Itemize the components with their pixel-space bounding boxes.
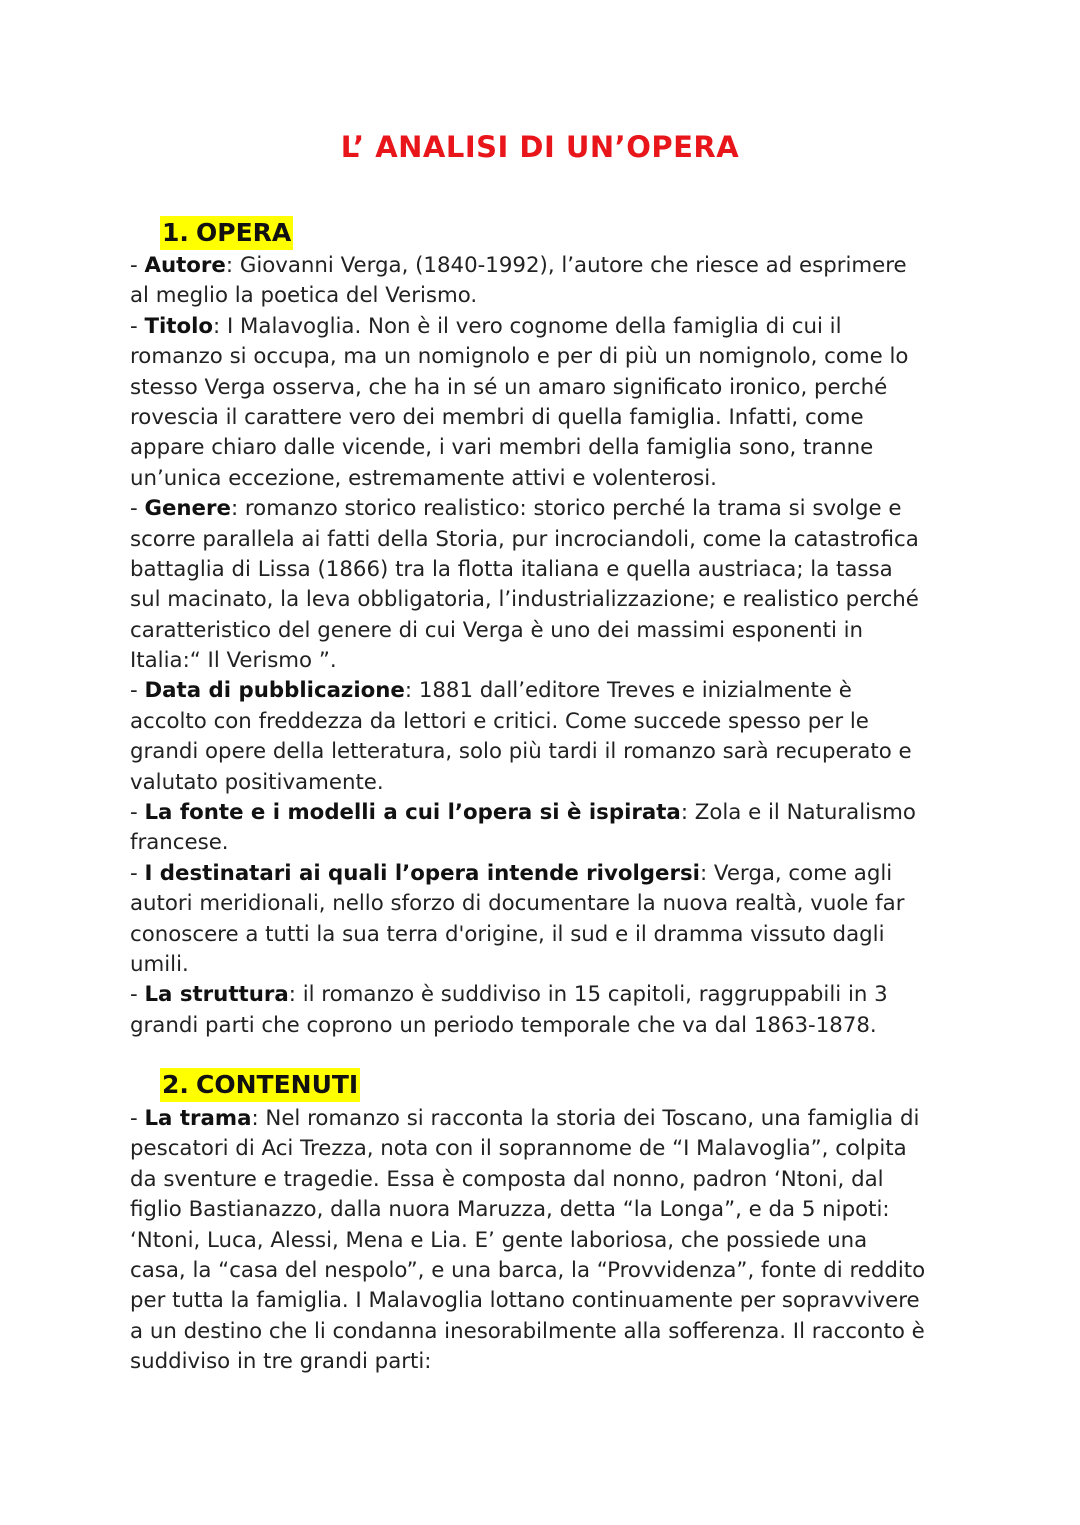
text-run: grandi parti che coprono un periodo temporale che va dal 1863-1878. (130, 1012, 877, 1038)
text-line (130, 433, 960, 463)
text-run: stesso Verga osserva, che ha in sé un amaro significato ironico, perché (130, 374, 888, 400)
text-line (130, 464, 960, 494)
bold-term: Data di pubblicazione (144, 678, 405, 704)
section-heading-label: OPERA (196, 218, 292, 247)
text-line (130, 525, 960, 555)
text-line (130, 1226, 960, 1256)
text-run: Italia:“ Il Verismo ”. (130, 648, 337, 674)
text-run: : il romanzo è suddiviso in 15 capitoli, raggruppabili in 3 (288, 982, 888, 1008)
text-run: : Nel romanzo si racconta la storia dei Toscano, una famiglia di (251, 1106, 920, 1131)
text-run: : Giovanni Verga, (1840-1992), l’autore che riesce ad esprimere (225, 253, 907, 278)
text-line (130, 980, 960, 1010)
bold-term: La struttura (144, 982, 289, 1008)
text-run: - (130, 982, 145, 1008)
section-body-contenuti (130, 1104, 960, 1378)
section-heading-label: CONTENUTI (196, 1070, 359, 1099)
text-line (130, 494, 960, 524)
text-line (130, 859, 960, 889)
text-run: : Verga, come agli (699, 860, 893, 886)
text-line (130, 403, 960, 433)
text-line (130, 950, 960, 980)
text-run: casa, la “casa del nespolo”, e una barca, la “Provvidenza”, fonte di reddito (130, 1257, 926, 1283)
text-line (130, 1347, 960, 1377)
text-run: ‘Ntoni, Luca, Alessi, Mena e Lia. E’ gente laboriosa, che possiede una (130, 1227, 868, 1253)
text-run: umili. (130, 951, 189, 977)
bold-term: Genere (144, 496, 231, 522)
text-line (130, 281, 960, 311)
text-run: : romanzo storico realistico: storico perché la trama si svolge e (230, 496, 902, 522)
text-run: da sventure e tragedie. Essa è composta dal nonno, padron ‘Ntoni, dal (130, 1166, 884, 1192)
section-number: 1. (162, 218, 189, 247)
section-number: 2. (162, 1070, 189, 1099)
text-run: suddiviso in tre grandi parti: (130, 1349, 432, 1375)
text-line (130, 798, 960, 828)
bold-term: I destinatari ai quali l’opera intende rivolgersi (144, 860, 700, 886)
text-run: - (130, 1106, 145, 1131)
text-run: conoscere a tutti la sua terra d'origine, il sud e il dramma vissuto dagli (130, 921, 885, 947)
text-line (130, 889, 960, 919)
text-line (130, 828, 960, 858)
text-run: valutato positivamente. (130, 769, 384, 795)
section-heading-contenuti (160, 1068, 360, 1102)
text-run: - (130, 496, 145, 522)
text-line (130, 1195, 960, 1225)
text-line (130, 707, 960, 737)
text-run: - (130, 678, 145, 704)
text-run: appare chiaro dalle vicende, i vari membri della famiglia sono, tranne (130, 435, 874, 461)
bold-term: La fonte e i modelli a cui l’opera si è ispirata (144, 800, 681, 826)
text-run: - (130, 253, 145, 278)
text-run: per tutta la famiglia. I Malavoglia lottano continuamente per sopravvivere (130, 1288, 920, 1314)
text-run: : Zola e il Naturalismo (680, 800, 916, 826)
text-line (130, 1165, 960, 1195)
text-line (130, 342, 960, 372)
text-line (130, 1317, 960, 1347)
text-line (130, 616, 960, 646)
text-run: rovescia il carattere vero dei membri di quella famiglia. Infatti, come (130, 404, 864, 430)
text-run: - (130, 860, 145, 886)
text-line (130, 768, 960, 798)
text-line (130, 646, 960, 676)
text-run: - (130, 800, 145, 826)
text-run: scorre parallela ai fatti della Storia, pur incrociandoli, come la catastrofica (130, 526, 919, 552)
text-line (130, 1134, 960, 1164)
text-line (130, 555, 960, 585)
text-line (130, 737, 960, 767)
text-line (130, 676, 960, 706)
text-run: a un destino che li condanna inesorabilmente alla sofferenza. Il racconto è (130, 1318, 925, 1344)
text-run: - (130, 313, 145, 339)
text-run: figlio Bastianazzo, dalla nuora Maruzza, detta “la Longa”, e da 5 nipoti: (130, 1197, 890, 1223)
text-run: sul macinato, la leva obbligatoria, l’industrializzazione; e realistico perché (130, 587, 919, 613)
bold-term: La trama (144, 1106, 252, 1131)
text-line (130, 920, 960, 950)
text-run: : I Malavoglia. Non è il vero cognome della famiglia di cui il (213, 313, 842, 339)
text-line (130, 1011, 960, 1041)
bold-term: Titolo (144, 313, 214, 339)
text-line (130, 373, 960, 403)
text-line (130, 312, 960, 342)
text-run: accolto con freddezza da lettori e critici. Come succede spesso per le (130, 708, 869, 734)
text-line (130, 1256, 960, 1286)
bold-term: Autore (144, 253, 226, 278)
text-run: francese. (130, 830, 229, 856)
text-run: caratteristico del genere di cui Verga è uno dei massimi esponenti in (130, 617, 864, 643)
page-title: L’ ANALISI DI UN’OPERA (340, 130, 740, 164)
text-line (130, 1104, 960, 1134)
section-heading-opera (160, 216, 293, 250)
text-run: pescatori di Aci Trezza, nota con il soprannome de “I Malavoglia”, colpita (130, 1136, 907, 1162)
text-run: autori meridionali, nello sforzo di documentare la nuova realtà, vuole far (130, 891, 905, 917)
text-run: grandi opere della letteratura, solo più tardi il romanzo sarà recuperato e (130, 739, 912, 765)
section-body-opera (130, 251, 960, 1041)
text-run: battaglia di Lissa (1866) tra la flotta italiana e quella austriaca; la tassa (130, 556, 893, 582)
text-line (130, 585, 960, 615)
text-line (130, 251, 960, 281)
text-run: un’unica eccezione, estremamente attivi e volenterosi. (130, 465, 717, 491)
text-run: : 1881 dall’editore Treves e inizialmente è (404, 678, 852, 704)
text-run: romanzo si occupa, ma un nomignolo e per di più un nomignolo, come lo (130, 344, 909, 370)
text-line (130, 1286, 960, 1316)
text-run: al meglio la poetica del Verismo. (130, 283, 478, 309)
